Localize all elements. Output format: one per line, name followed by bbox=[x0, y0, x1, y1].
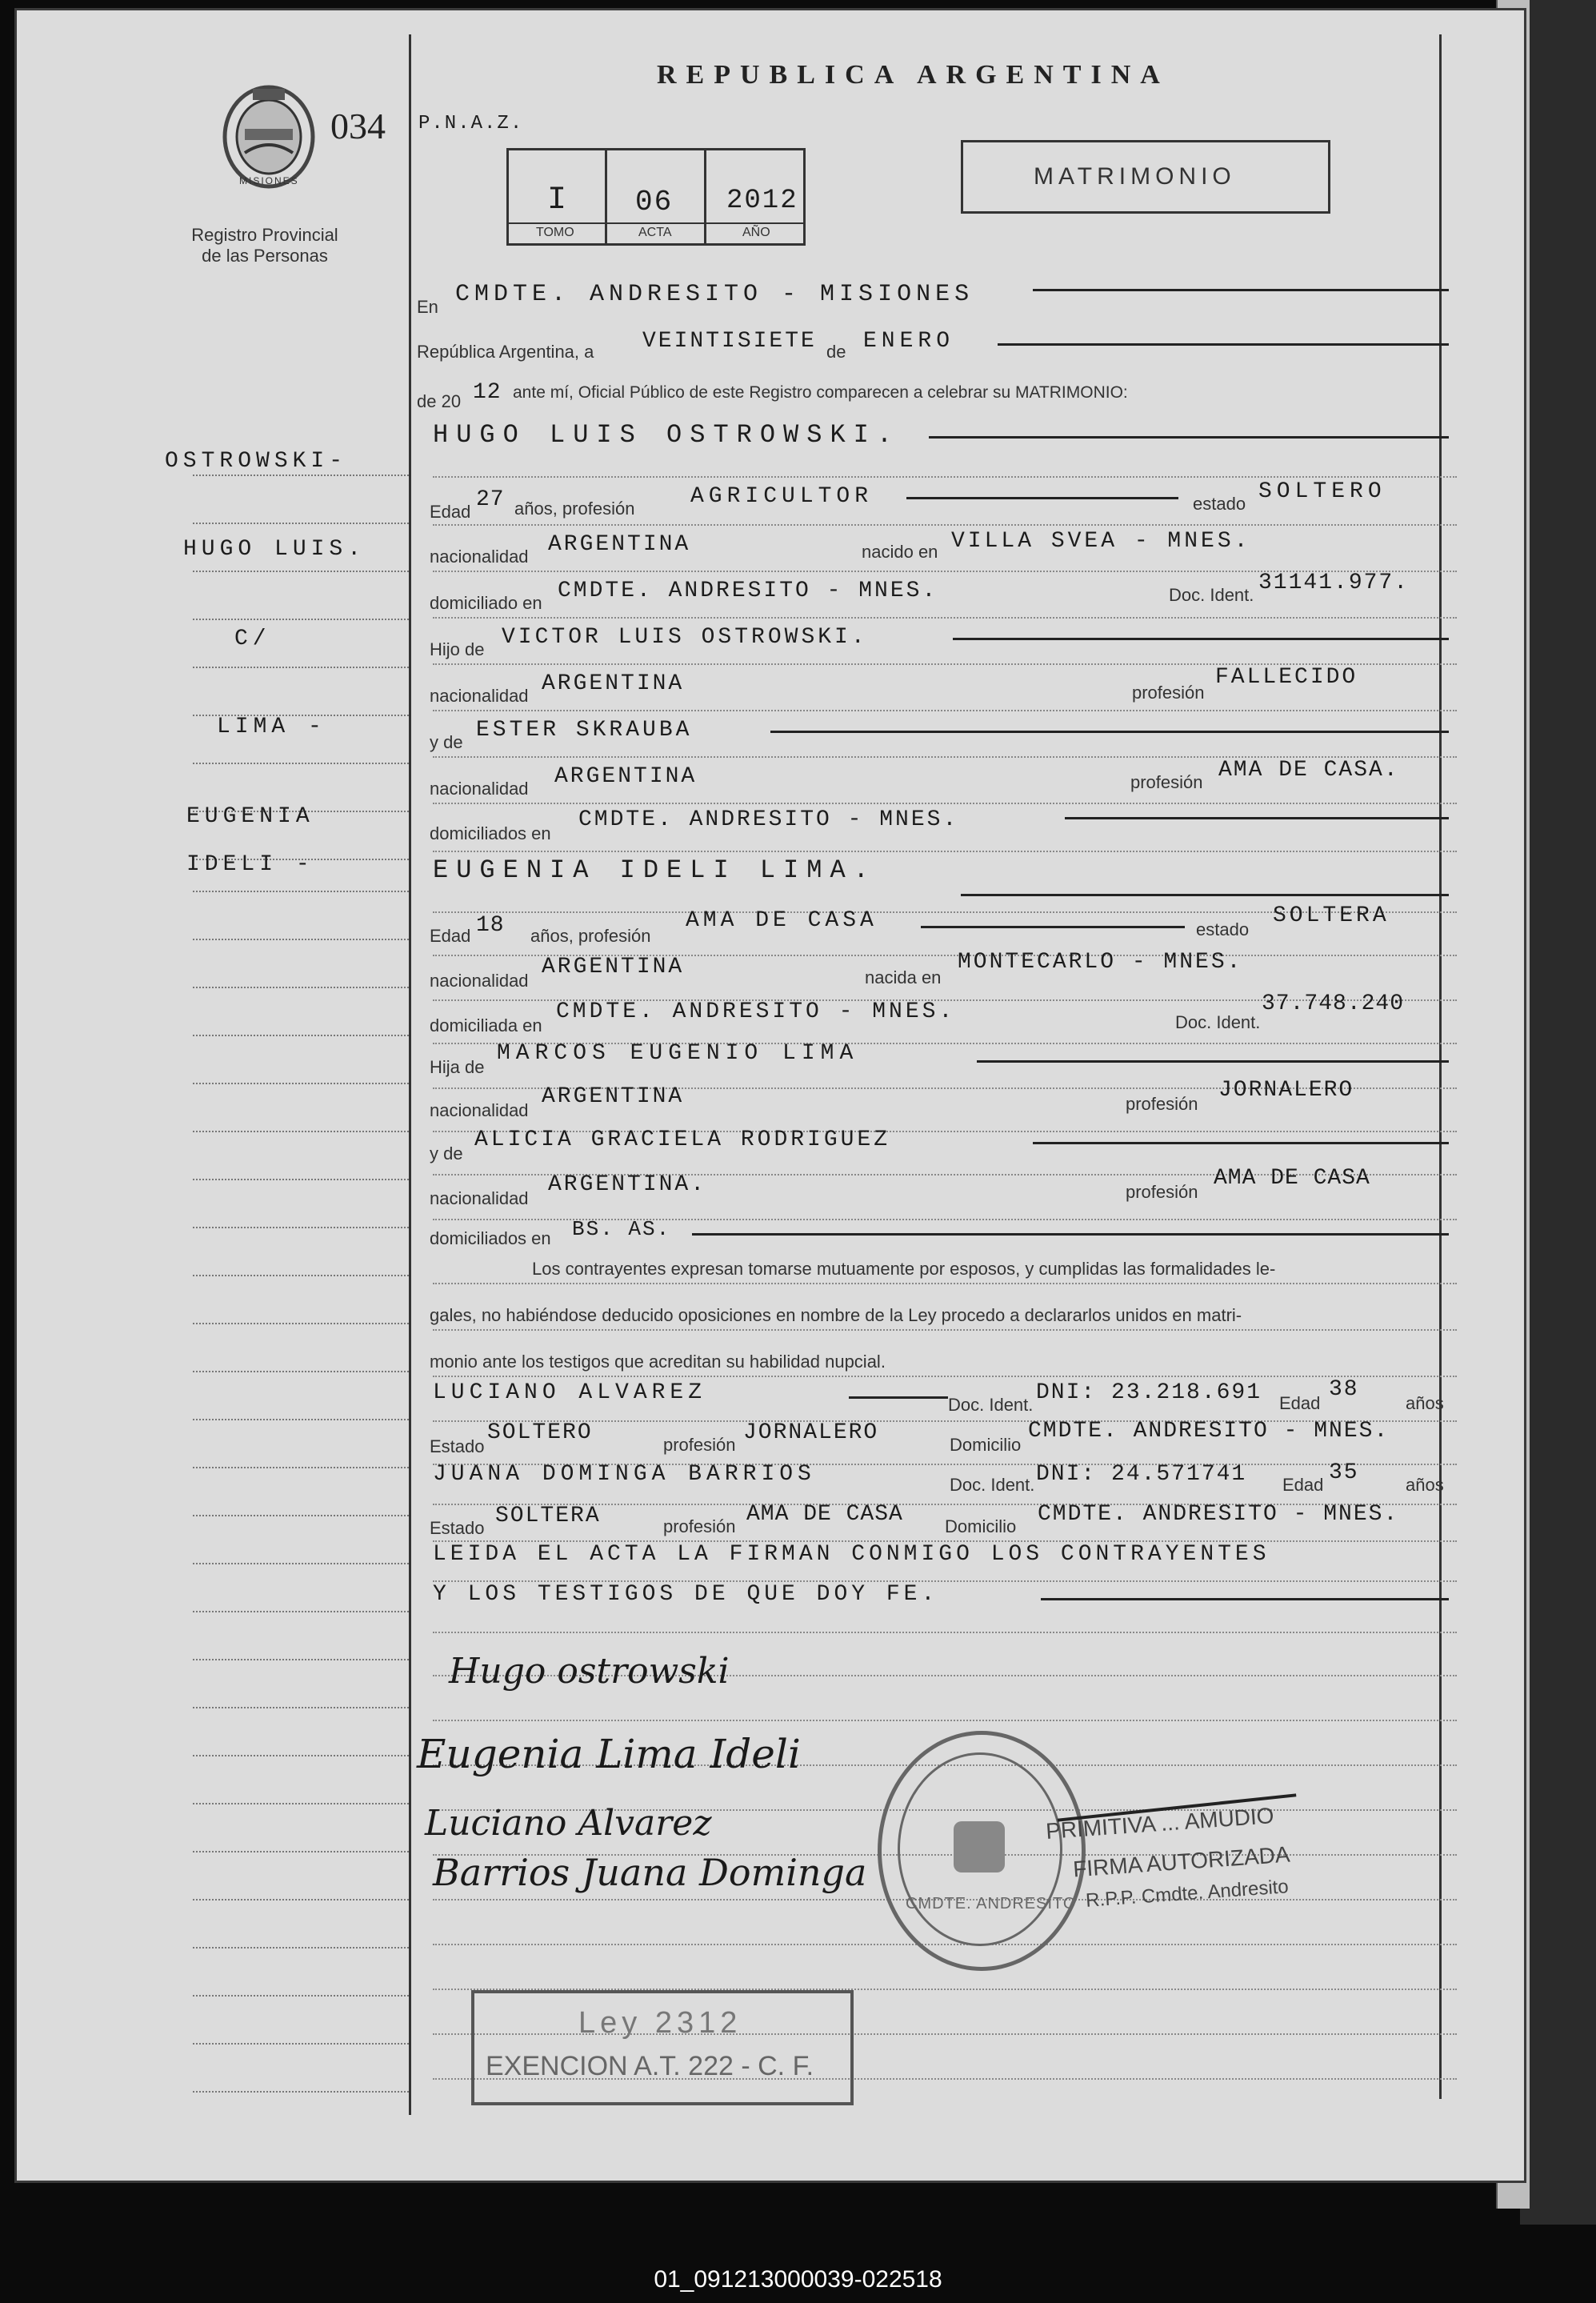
groom-estado-label: estado bbox=[1193, 494, 1246, 514]
margin-note-4: LIMA - bbox=[217, 715, 326, 739]
bride-nac-label: nacionalidad bbox=[430, 971, 529, 991]
official-seal bbox=[878, 1731, 1086, 1971]
tomo-acta-anio-box bbox=[506, 148, 806, 246]
bride-anios-label: años, profesión bbox=[530, 926, 651, 946]
witness2-anios-label: años bbox=[1406, 1475, 1444, 1495]
anio-label: AÑO bbox=[742, 226, 770, 239]
bride-padres-dom: BS. AS. bbox=[572, 1217, 671, 1241]
groom-estado: SOLTERO bbox=[1258, 479, 1386, 504]
witness2-domicilio: CMDTE. ANDRESITO - MNES. bbox=[1038, 1502, 1399, 1527]
witness1-estado: SOLTERO bbox=[487, 1420, 593, 1445]
acta-value: 06 bbox=[635, 186, 674, 218]
bride-doc: 37.748.240 bbox=[1262, 991, 1405, 1016]
official-title: FIRMA AUTORIZADA bbox=[1072, 1841, 1291, 1882]
witness1-profesion: JORNALERO bbox=[743, 1420, 879, 1445]
scan-id: 01_091213000039-022518 bbox=[654, 2266, 942, 2293]
bride-padre: MARCOS EUGENIO LIMA bbox=[497, 1041, 859, 1066]
bride-padre-nac: ARGENTINA bbox=[542, 1084, 685, 1109]
closing-line-1: LEIDA EL ACTA LA FIRMAN CONMIGO LOS CONTRAYENTES bbox=[433, 1542, 1270, 1567]
bride-padre-nac-label: nacionalidad bbox=[430, 1100, 529, 1120]
act-type-label: MATRIMONIO bbox=[1034, 163, 1236, 190]
bride-hija-label: Hija de bbox=[430, 1057, 485, 1077]
bride-estado-label: estado bbox=[1196, 919, 1250, 939]
acta-label: ACTA bbox=[638, 226, 672, 239]
bride-padre-prof-label: profesión bbox=[1126, 1094, 1198, 1114]
groom-edad: 27 bbox=[476, 487, 505, 512]
groom-padres-dom: CMDTE. ANDRESITO - MNES. bbox=[578, 807, 959, 832]
witness1-signature: Luciano Alvarez bbox=[425, 1803, 712, 1844]
groom-padre-nac-label: nacionalidad bbox=[430, 686, 529, 706]
bride-y-de-label: y de bbox=[430, 1143, 463, 1164]
witness2-edad-label: Edad bbox=[1282, 1475, 1324, 1495]
bride-dom-label: domiciliada en bbox=[430, 1015, 542, 1035]
groom-nacido-label: nacido en bbox=[862, 542, 938, 562]
mes-value: ENERO bbox=[863, 329, 955, 354]
de-label: de bbox=[826, 342, 846, 362]
witness2-name: JUANA DOMINGA BARRIOS bbox=[433, 1462, 816, 1487]
margin-note-3: C/ bbox=[234, 627, 271, 651]
groom-name: HUGO LUIS OSTROWSKI. bbox=[433, 420, 901, 450]
bride-name: EUGENIA IDELI LIMA. bbox=[433, 855, 877, 885]
exemption-stamp bbox=[471, 1990, 854, 2105]
groom-signature: Hugo ostrowski bbox=[449, 1651, 730, 1692]
groom-nacido-en: VILLA SVEA - MNES. bbox=[951, 529, 1251, 554]
groom-padre-nac: ARGENTINA bbox=[542, 671, 685, 696]
groom-madre-prof-label: profesión bbox=[1130, 772, 1203, 792]
year-prefix: de 20 bbox=[417, 391, 462, 411]
seal-text: CMDTE. ANDRESITO bbox=[906, 1895, 1077, 1912]
dia-value: VEINTISIETE bbox=[642, 329, 817, 354]
margin-note-6: IDELI - bbox=[186, 852, 314, 877]
groom-padre: VICTOR LUIS OSTROWSKI. bbox=[502, 625, 868, 650]
margin-note-1: OSTROWSKI- bbox=[165, 449, 348, 474]
groom-madre-prof: AMA DE CASA. bbox=[1218, 758, 1399, 783]
margin-note-2: HUGO LUIS. bbox=[183, 537, 366, 562]
bride-signature: Eugenia Lima Ideli bbox=[417, 1731, 801, 1777]
witness2-profesion: AMA DE CASA bbox=[746, 1502, 903, 1527]
groom-doc: 31141.977. bbox=[1258, 571, 1410, 595]
exemption-line-2: EXENCION A.T. 222 - C. F. bbox=[486, 2051, 814, 2081]
document-page bbox=[14, 8, 1526, 2183]
closing-line-2: Y LOS TESTIGOS DE QUE DOY FE. bbox=[433, 1582, 939, 1607]
witness2-edad: 35 bbox=[1329, 1460, 1359, 1485]
witness1-edad-label: Edad bbox=[1279, 1393, 1321, 1413]
witness2-estado: SOLTERA bbox=[495, 1504, 601, 1528]
republica-label: República Argentina, a bbox=[417, 342, 594, 362]
witness1-domicilio: CMDTE. ANDRESITO - MNES. bbox=[1028, 1419, 1390, 1444]
groom-y-de-label: y de bbox=[430, 732, 463, 752]
groom-madre-nac-label: nacionalidad bbox=[430, 779, 529, 799]
crest-label: MISIONES bbox=[239, 175, 299, 186]
registry-line-1: Registro Provincial bbox=[191, 225, 338, 245]
groom-madre-nac: ARGENTINA bbox=[554, 764, 698, 789]
witness2-prof-label: profesión bbox=[663, 1516, 736, 1536]
official-name: PRIMITIVA ... AMUDIO bbox=[1045, 1803, 1275, 1844]
witness1-name: LUCIANO ALVAREZ bbox=[433, 1380, 707, 1405]
groom-padre-prof-label: profesión bbox=[1132, 683, 1205, 703]
tomo-label: TOMO bbox=[536, 226, 574, 239]
anio-value: 2012 bbox=[726, 186, 798, 216]
seal-emblem-icon bbox=[954, 1821, 1005, 1872]
folio-note: P.N.A.Z. bbox=[418, 113, 524, 134]
bride-domicilio: CMDTE. ANDRESITO - MNES. bbox=[556, 999, 956, 1024]
groom-madre: ESTER SKRAUBA bbox=[476, 718, 693, 743]
bride-profesion: AMA DE CASA bbox=[686, 908, 878, 933]
crest-icon bbox=[217, 81, 321, 193]
groom-hijo-label: Hijo de bbox=[430, 639, 485, 659]
page-shadow bbox=[1520, 0, 1596, 2225]
bride-edad: 18 bbox=[476, 913, 505, 938]
witness1-estado-label: Estado bbox=[430, 1436, 485, 1456]
folio-number: 034 bbox=[330, 106, 386, 146]
bride-madre: ALICIA GRACIELA RODRIGUEZ bbox=[474, 1127, 891, 1152]
bride-nacida-label: nacida en bbox=[865, 967, 942, 987]
bride-nacionalidad: ARGENTINA bbox=[542, 955, 685, 979]
witness1-edad: 38 bbox=[1329, 1377, 1359, 1402]
country-title: REPUBLICA ARGENTINA bbox=[657, 60, 1170, 90]
groom-padre-prof: FALLECIDO bbox=[1215, 665, 1358, 690]
official-office: R.P.P. Cmdte. Andresito bbox=[1085, 1876, 1290, 1912]
bride-nacida-en: MONTECARLO - MNES. bbox=[958, 950, 1243, 975]
bride-madre-prof-label: profesión bbox=[1126, 1182, 1198, 1202]
declaration-line-3: monio ante los testigos que acreditan su habilidad nupcial. bbox=[430, 1352, 886, 1372]
witness2-estado-label: Estado bbox=[430, 1518, 485, 1538]
intro-text: ante mí, Oficial Público de este Registro comparecen a celebrar su MATRIMONIO: bbox=[513, 383, 1128, 402]
matrimonio-box bbox=[961, 140, 1330, 214]
year-value: 12 bbox=[473, 380, 502, 405]
bride-madre-nac: ARGENTINA. bbox=[548, 1172, 707, 1197]
groom-anios-label: años, profesión bbox=[514, 499, 635, 519]
groom-domicilio: CMDTE. ANDRESITO - MNES. bbox=[558, 579, 938, 603]
declaration-line-2: gales, no habiéndose deducido oposiciones en nombre de la Ley procedo a declararlos unidos en matri- bbox=[430, 1305, 1242, 1325]
en-label: En bbox=[417, 297, 438, 317]
bride-madre-prof: AMA DE CASA bbox=[1214, 1166, 1370, 1191]
bride-estado: SOLTERA bbox=[1273, 903, 1390, 928]
witness1-doc: DNI: 23.218.691 bbox=[1036, 1380, 1262, 1405]
witness1-dom-label: Domicilio bbox=[950, 1435, 1022, 1455]
bride-edad-label: Edad bbox=[430, 926, 471, 946]
registry-line-2: de las Personas bbox=[202, 246, 328, 266]
witness2-doc-label: Doc. Ident. bbox=[950, 1475, 1035, 1495]
witness2-doc: DNI: 24.571741 bbox=[1036, 1462, 1247, 1487]
bride-madre-nac-label: nacionalidad bbox=[430, 1188, 529, 1208]
declaration-line-1: Los contrayentes expresan tomarse mutuamente por esposos, y cumplidas las formalidades le- bbox=[532, 1259, 1276, 1279]
bride-padres-dom-label: domiciliados en bbox=[430, 1228, 551, 1248]
groom-nacionalidad: ARGENTINA bbox=[548, 532, 691, 557]
witness1-prof-label: profesión bbox=[663, 1435, 736, 1455]
groom-nac-label: nacionalidad bbox=[430, 547, 529, 567]
witness2-signature: Barrios Juana Dominga bbox=[433, 1851, 867, 1894]
groom-edad-label: Edad bbox=[430, 502, 471, 522]
exemption-line-1: Ley 2312 bbox=[578, 2006, 742, 2040]
witness1-doc-label: Doc. Ident. bbox=[948, 1395, 1034, 1415]
bride-padre-prof: JORNALERO bbox=[1218, 1078, 1354, 1103]
groom-dom-label: domiciliado en bbox=[430, 593, 542, 613]
place-value: CMDTE. ANDRESITO - MISIONES bbox=[455, 281, 974, 308]
groom-padres-dom-label: domiciliados en bbox=[430, 823, 551, 843]
witness1-anios-label: años bbox=[1406, 1393, 1444, 1413]
groom-profesion: AGRICULTOR bbox=[690, 484, 874, 509]
witness2-dom-label: Domicilio bbox=[945, 1516, 1017, 1536]
margin-rule bbox=[409, 34, 411, 2115]
tomo-value: I bbox=[547, 182, 572, 218]
bride-doc-label: Doc. Ident. bbox=[1175, 1012, 1261, 1032]
groom-doc-label: Doc. Ident. bbox=[1169, 585, 1254, 605]
margin-note-5: EUGENIA bbox=[186, 804, 314, 829]
